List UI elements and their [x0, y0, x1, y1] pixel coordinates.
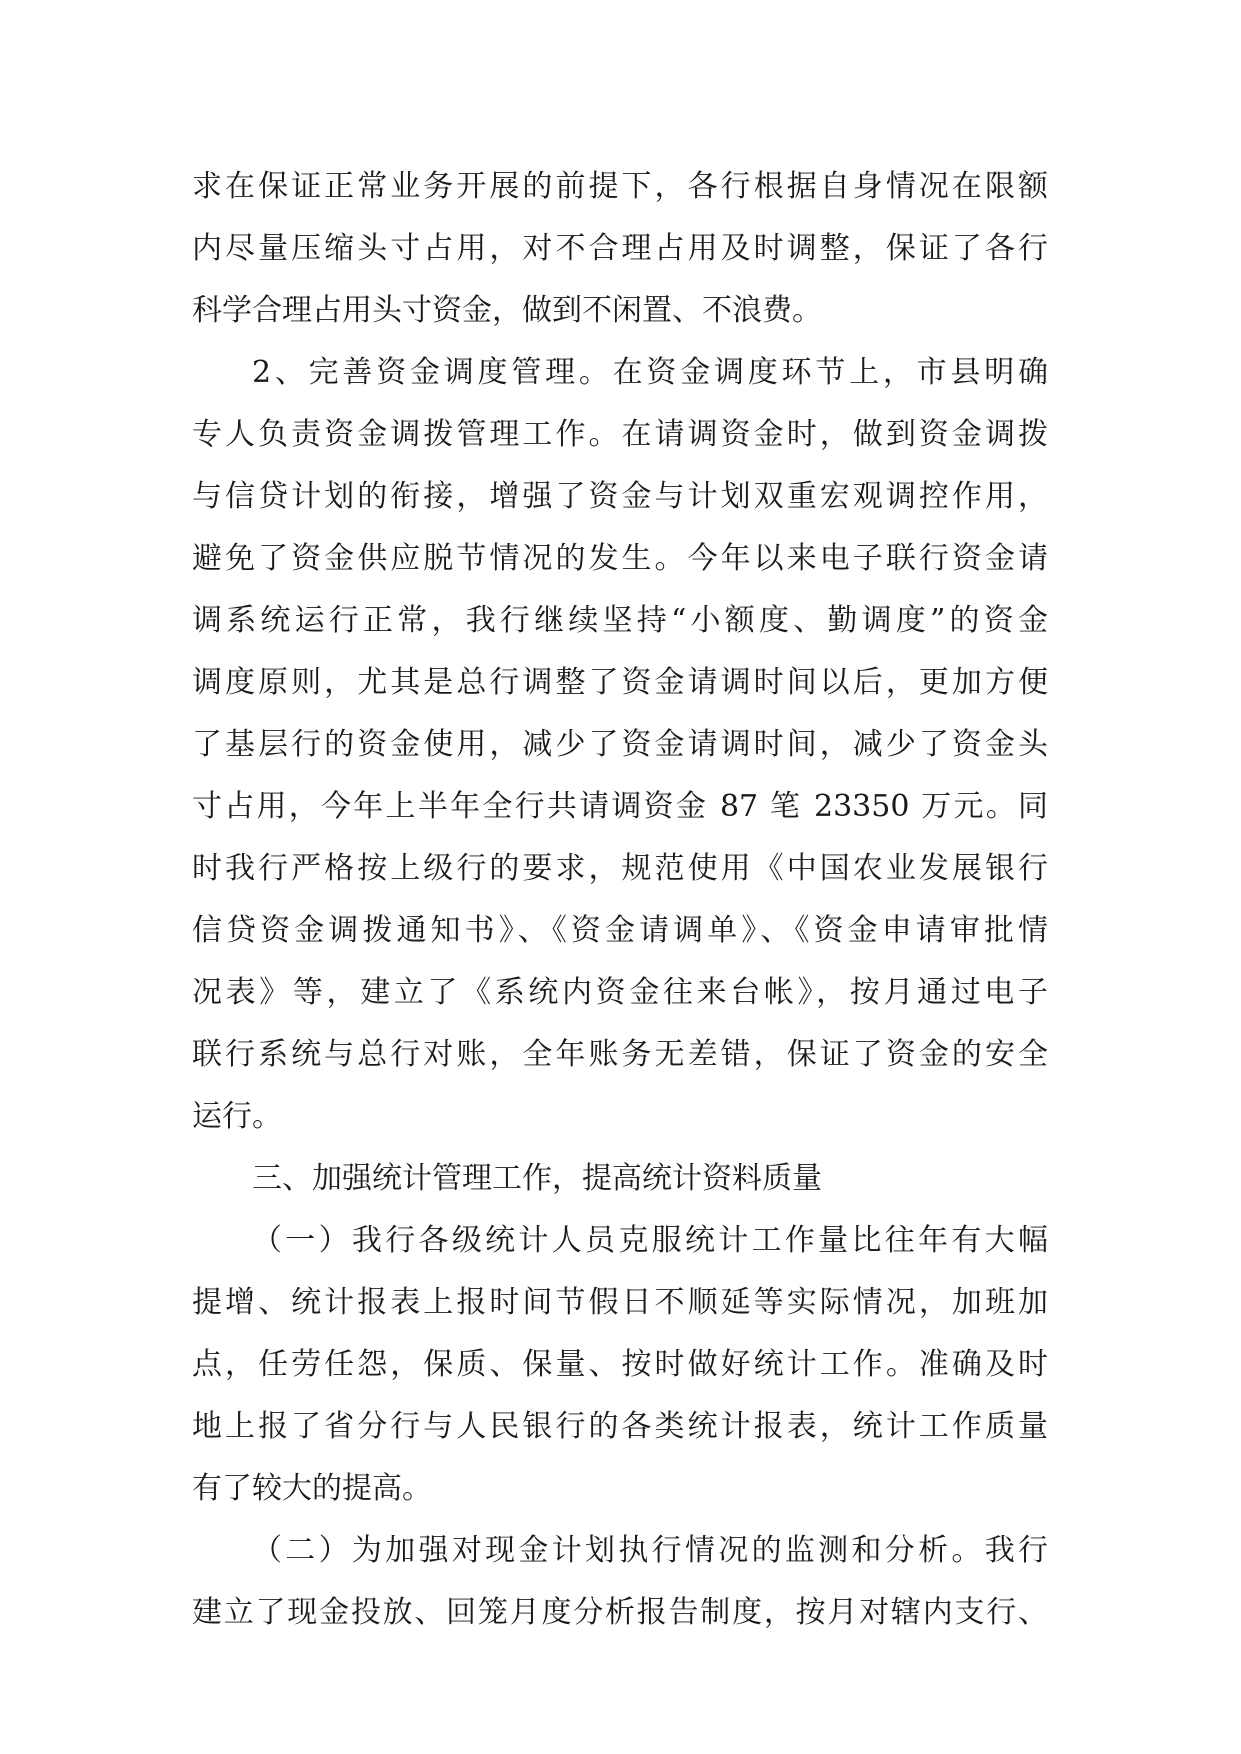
text-line: 2、完善资金调度管理。在资金调度环节上，市县明确: [252, 355, 1048, 390]
text-line: 避免了资金供应脱节情况的发生。今年以来电子联行资金请: [192, 541, 1048, 576]
section-heading: 三、加强统计管理工作，提高统计资料质量: [252, 1161, 822, 1196]
text-line: 时我行严格按上级行的要求，规范使用《中国农业发展银行: [192, 851, 1048, 886]
text-line: 信贷资金调拨通知书》、《资金请调单》、《资金申请审批情: [192, 913, 1048, 948]
text-line: 调系统运行正常，我行继续坚持“小额度、勤调度”的资金: [192, 603, 1048, 638]
text-line: （一）我行各级统计人员克服统计工作量比往年有大幅: [252, 1223, 1048, 1258]
text-line: 提增、统计报表上报时间节假日不顺延等实际情况，加班加: [192, 1285, 1048, 1320]
text-line: 求在保证正常业务开展的前提下，各行根据自身情况在限额: [192, 169, 1048, 204]
text-line: 联行系统与总行对账，全年账务无差错，保证了资金的安全: [192, 1037, 1048, 1072]
text-line: 与信贷计划的衔接，增强了资金与计划双重宏观调控作用，: [192, 479, 1048, 514]
text-line: 了基层行的资金使用，减少了资金请调时间，减少了资金头: [192, 727, 1048, 762]
text-line: 寸占用，今年上半年全行共请调资金 87 笔 23350 万元。同: [192, 789, 1048, 824]
text-line: 科学合理占用头寸资金，做到不闲置、不浪费。: [192, 293, 822, 328]
text-line: 地上报了省分行与人民银行的各类统计报表，统计工作质量: [192, 1409, 1048, 1444]
text-line: 调度原则，尤其是总行调整了资金请调时间以后，更加方便: [192, 665, 1048, 700]
text-line: 点，任劳任怨，保质、保量、按时做好统计工作。准确及时: [192, 1347, 1048, 1382]
text-line: 有了较大的提高。: [192, 1471, 432, 1506]
text-line: 建立了现金投放、回笼月度分析报告制度，按月对辖内支行、: [192, 1595, 1048, 1630]
text-line: （二）为加强对现金计划执行情况的监测和分析。我行: [252, 1533, 1048, 1568]
text-line: 内尽量压缩头寸占用，对不合理占用及时调整，保证了各行: [192, 231, 1048, 266]
text-line: 专人负责资金调拨管理工作。在请调资金时，做到资金调拨: [192, 417, 1048, 452]
text-line: 况表》等，建立了《系统内资金往来台帐》，按月通过电子: [192, 975, 1048, 1010]
text-line: 运行。: [192, 1099, 282, 1134]
